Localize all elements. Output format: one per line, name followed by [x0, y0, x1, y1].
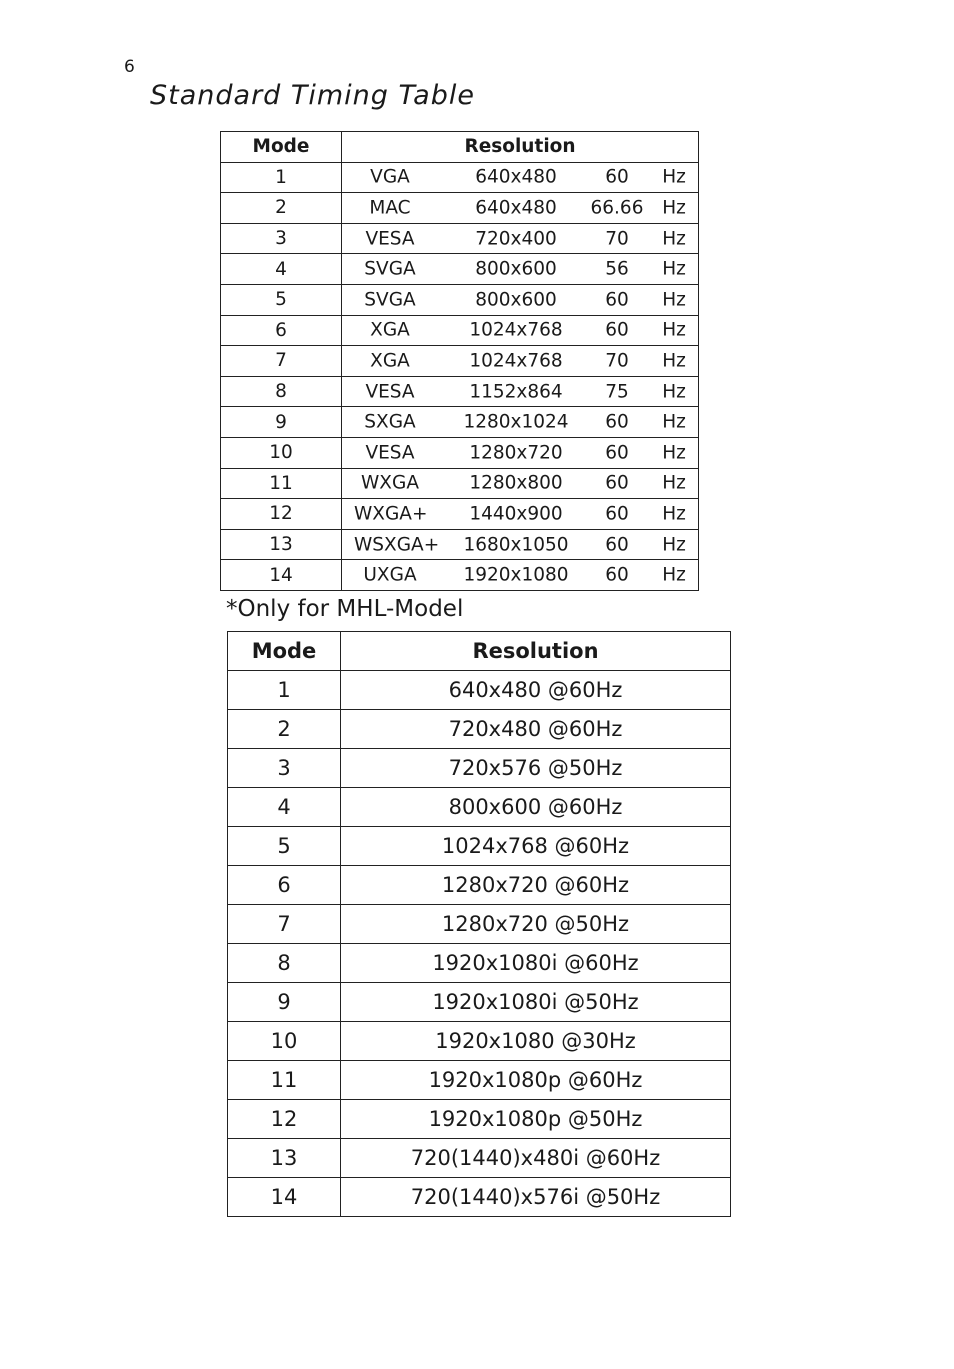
resolution-value: 720x400 — [475, 228, 557, 250]
mode-cell: 14 — [228, 1178, 341, 1217]
resolution-cell: 720(1440)x576i @50Hz — [341, 1178, 731, 1217]
resolution-cell — [342, 529, 699, 560]
mode-cell: 13 — [228, 1139, 341, 1178]
resolution-value: 1152x864 — [469, 381, 563, 403]
mode-cell: 7 — [221, 346, 342, 377]
mode-cell: 1 — [228, 671, 341, 710]
refresh-rate: 60 — [605, 289, 629, 311]
resolution-cell: 640x480 @60Hz — [341, 671, 731, 710]
rate-unit: Hz — [662, 503, 686, 525]
rate-unit: Hz — [662, 319, 686, 341]
resolution-cell: 720x576 @50Hz — [341, 749, 731, 788]
mode-cell: 6 — [221, 315, 342, 346]
resolution-value: 640x480 — [475, 197, 557, 219]
standard-name: VESA — [365, 442, 415, 464]
refresh-rate: 60 — [605, 166, 629, 188]
refresh-rate: 60 — [605, 503, 629, 525]
rate-unit: Hz — [662, 381, 686, 403]
table-row — [221, 162, 699, 193]
table-row — [221, 223, 699, 254]
standard-timing-table — [220, 131, 699, 591]
mode-cell: 9 — [228, 983, 341, 1022]
standard-name: WSXGA+ — [354, 534, 440, 556]
refresh-rate: 75 — [605, 381, 629, 403]
resolution-value: 1280x720 — [469, 442, 563, 464]
resolution-cell — [342, 315, 699, 346]
standard-name: VGA — [370, 166, 410, 188]
refresh-rate: 60 — [605, 442, 629, 464]
refresh-rate: 66.66 — [590, 197, 644, 219]
resolution-value: 1024x768 — [469, 350, 563, 372]
refresh-rate: 56 — [605, 258, 629, 280]
mhl-note: *Only for MHL-Model — [226, 596, 464, 622]
table-row — [228, 1139, 731, 1178]
table-row — [228, 944, 731, 983]
resolution-value: 1280x800 — [469, 472, 563, 494]
resolution-cell — [342, 193, 699, 224]
table-row — [221, 437, 699, 468]
rate-unit: Hz — [662, 258, 686, 280]
page-title: Standard Timing Table — [150, 80, 475, 111]
resolution-value: 1024x768 — [469, 319, 563, 341]
standard-name: VESA — [365, 228, 415, 250]
mode-cell: 2 — [228, 710, 341, 749]
resolution-value: 1440x900 — [469, 503, 563, 525]
resolution-cell — [342, 346, 699, 377]
page-number: 6 — [124, 57, 135, 77]
resolution-cell — [342, 162, 699, 193]
mode-cell: 4 — [221, 254, 342, 285]
standard-name: WXGA+ — [354, 503, 428, 525]
resolution-cell — [342, 407, 699, 438]
mode-cell: 6 — [228, 866, 341, 905]
table-row — [228, 788, 731, 827]
refresh-rate: 70 — [605, 228, 629, 250]
mode-cell: 10 — [228, 1022, 341, 1061]
table-row — [221, 376, 699, 407]
mode-cell: 11 — [228, 1061, 341, 1100]
table-row — [221, 407, 699, 438]
resolution-cell — [342, 223, 699, 254]
mode-cell: 11 — [221, 468, 342, 499]
resolution-cell: 800x600 @60Hz — [341, 788, 731, 827]
resolution-cell: 1280x720 @60Hz — [341, 866, 731, 905]
resolution-value: 1920x1080 — [463, 564, 569, 586]
rate-unit: Hz — [662, 564, 686, 586]
resolution-cell: 1024x768 @60Hz — [341, 827, 731, 866]
mode-cell: 3 — [221, 223, 342, 254]
standard-name: SVGA — [364, 289, 416, 311]
table-row — [221, 193, 699, 224]
mode-cell: 13 — [221, 529, 342, 560]
standard-name: MAC — [369, 197, 411, 219]
standard-name: XGA — [370, 350, 410, 372]
table-row — [228, 827, 731, 866]
table-row — [221, 468, 699, 499]
resolution-cell: 1920x1080 @30Hz — [341, 1022, 731, 1061]
rate-unit: Hz — [662, 350, 686, 372]
resolution-value: 640x480 — [475, 166, 557, 188]
table-header-row — [228, 632, 731, 671]
resolution-header: Resolution — [342, 132, 699, 163]
mode-cell: 9 — [221, 407, 342, 438]
resolution-cell: 1920x1080i @60Hz — [341, 944, 731, 983]
rate-unit: Hz — [662, 411, 686, 433]
table-row — [221, 315, 699, 346]
mode-cell: 5 — [228, 827, 341, 866]
rate-unit: Hz — [662, 166, 686, 188]
mode-cell: 8 — [228, 944, 341, 983]
resolution-value: 1680x1050 — [463, 534, 569, 556]
rate-unit: Hz — [662, 472, 686, 494]
resolution-cell — [342, 376, 699, 407]
refresh-rate: 60 — [605, 564, 629, 586]
table-row — [228, 1178, 731, 1217]
table-row — [228, 749, 731, 788]
standard-name: WXGA — [361, 472, 419, 494]
table-row — [228, 1022, 731, 1061]
mode-cell: 7 — [228, 905, 341, 944]
resolution-cell — [342, 254, 699, 285]
resolution-cell: 720x480 @60Hz — [341, 710, 731, 749]
resolution-cell: 1920x1080p @50Hz — [341, 1100, 731, 1139]
mode-cell: 12 — [221, 499, 342, 530]
resolution-value: 800x600 — [475, 289, 557, 311]
mode-cell: 10 — [221, 437, 342, 468]
table-row — [221, 254, 699, 285]
resolution-cell — [342, 284, 699, 315]
standard-name: UXGA — [363, 564, 417, 586]
rate-unit: Hz — [662, 197, 686, 219]
resolution-cell: 1920x1080i @50Hz — [341, 983, 731, 1022]
mode-cell: 12 — [228, 1100, 341, 1139]
standard-name: VESA — [365, 381, 415, 403]
refresh-rate: 60 — [605, 319, 629, 341]
table-row — [228, 905, 731, 944]
table-row — [221, 560, 699, 591]
refresh-rate: 60 — [605, 472, 629, 494]
resolution-cell: 1280x720 @50Hz — [341, 905, 731, 944]
refresh-rate: 70 — [605, 350, 629, 372]
table-row — [221, 346, 699, 377]
refresh-rate: 60 — [605, 411, 629, 433]
mode-cell: 5 — [221, 284, 342, 315]
mode-header: Mode — [221, 132, 342, 163]
rate-unit: Hz — [662, 442, 686, 464]
mode-header: Mode — [228, 632, 341, 671]
rate-unit: Hz — [662, 228, 686, 250]
mode-cell: 8 — [221, 376, 342, 407]
resolution-value: 800x600 — [475, 258, 557, 280]
rate-unit: Hz — [662, 289, 686, 311]
table-header-row — [221, 132, 699, 163]
resolution-cell — [342, 437, 699, 468]
resolution-cell: 1920x1080p @60Hz — [341, 1061, 731, 1100]
resolution-cell — [342, 499, 699, 530]
mode-cell: 2 — [221, 193, 342, 224]
standard-name: XGA — [370, 319, 410, 341]
mode-cell: 1 — [221, 162, 342, 193]
table-row — [221, 529, 699, 560]
mode-cell: 3 — [228, 749, 341, 788]
table-row — [228, 710, 731, 749]
table-row — [228, 866, 731, 905]
mhl-timing-table — [227, 631, 731, 1217]
table-row — [228, 671, 731, 710]
refresh-rate: 60 — [605, 534, 629, 556]
standard-name: SXGA — [364, 411, 416, 433]
table-row — [221, 499, 699, 530]
mode-cell: 4 — [228, 788, 341, 827]
table-row — [228, 1100, 731, 1139]
table-row — [221, 284, 699, 315]
resolution-cell — [342, 560, 699, 591]
resolution-cell — [342, 468, 699, 499]
table-row — [228, 1061, 731, 1100]
resolution-cell: 720(1440)x480i @60Hz — [341, 1139, 731, 1178]
mode-cell: 14 — [221, 560, 342, 591]
table-row — [228, 983, 731, 1022]
standard-name: SVGA — [364, 258, 416, 280]
resolution-value: 1280x1024 — [463, 411, 569, 433]
resolution-header: Resolution — [341, 632, 731, 671]
rate-unit: Hz — [662, 534, 686, 556]
